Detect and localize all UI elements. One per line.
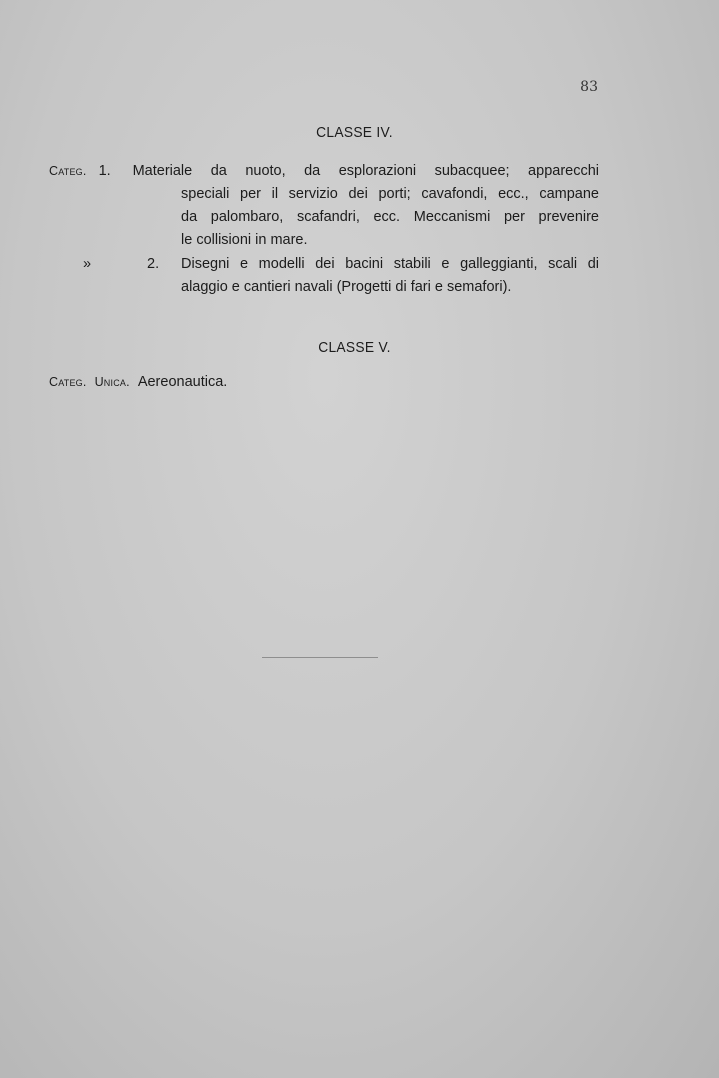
category-label: Categ. bbox=[49, 164, 87, 178]
category-number: 1. bbox=[98, 163, 111, 179]
category-label: Categ. bbox=[49, 375, 87, 389]
entry-line: Disegni e modelli dei bacini stabili e galleggianti, scali di bbox=[181, 256, 599, 272]
category-number: 2. bbox=[147, 256, 160, 272]
classe-v-heading: CLASSE V. bbox=[318, 339, 391, 356]
category-number: Unica. bbox=[94, 375, 130, 389]
classe-iv-heading: CLASSE IV. bbox=[316, 124, 393, 141]
entry-line: da palombaro, scafandri, ecc. Meccanismi per prevenire bbox=[181, 209, 599, 225]
classe-iv-entry-2 bbox=[49, 253, 599, 299]
classe-v-entry-unica bbox=[49, 371, 599, 394]
ditto-mark: » bbox=[83, 256, 92, 272]
divider-rule bbox=[262, 657, 378, 658]
entry-line: alaggio e cantieri navali (Progetti di fari e semafori). bbox=[181, 279, 512, 295]
entry-line: Materiale da nuoto, da esplorazioni subacquee; apparecchi bbox=[132, 163, 599, 179]
page-number: 83 bbox=[580, 79, 598, 95]
entry-line: speciali per il servizio dei porti; cavafondi, ecc., campane bbox=[181, 186, 599, 202]
entry-text: Aereonautica. bbox=[137, 374, 228, 390]
classe-iv-entry-1 bbox=[49, 160, 599, 252]
entry-line: le collisioni in mare. bbox=[181, 232, 308, 248]
